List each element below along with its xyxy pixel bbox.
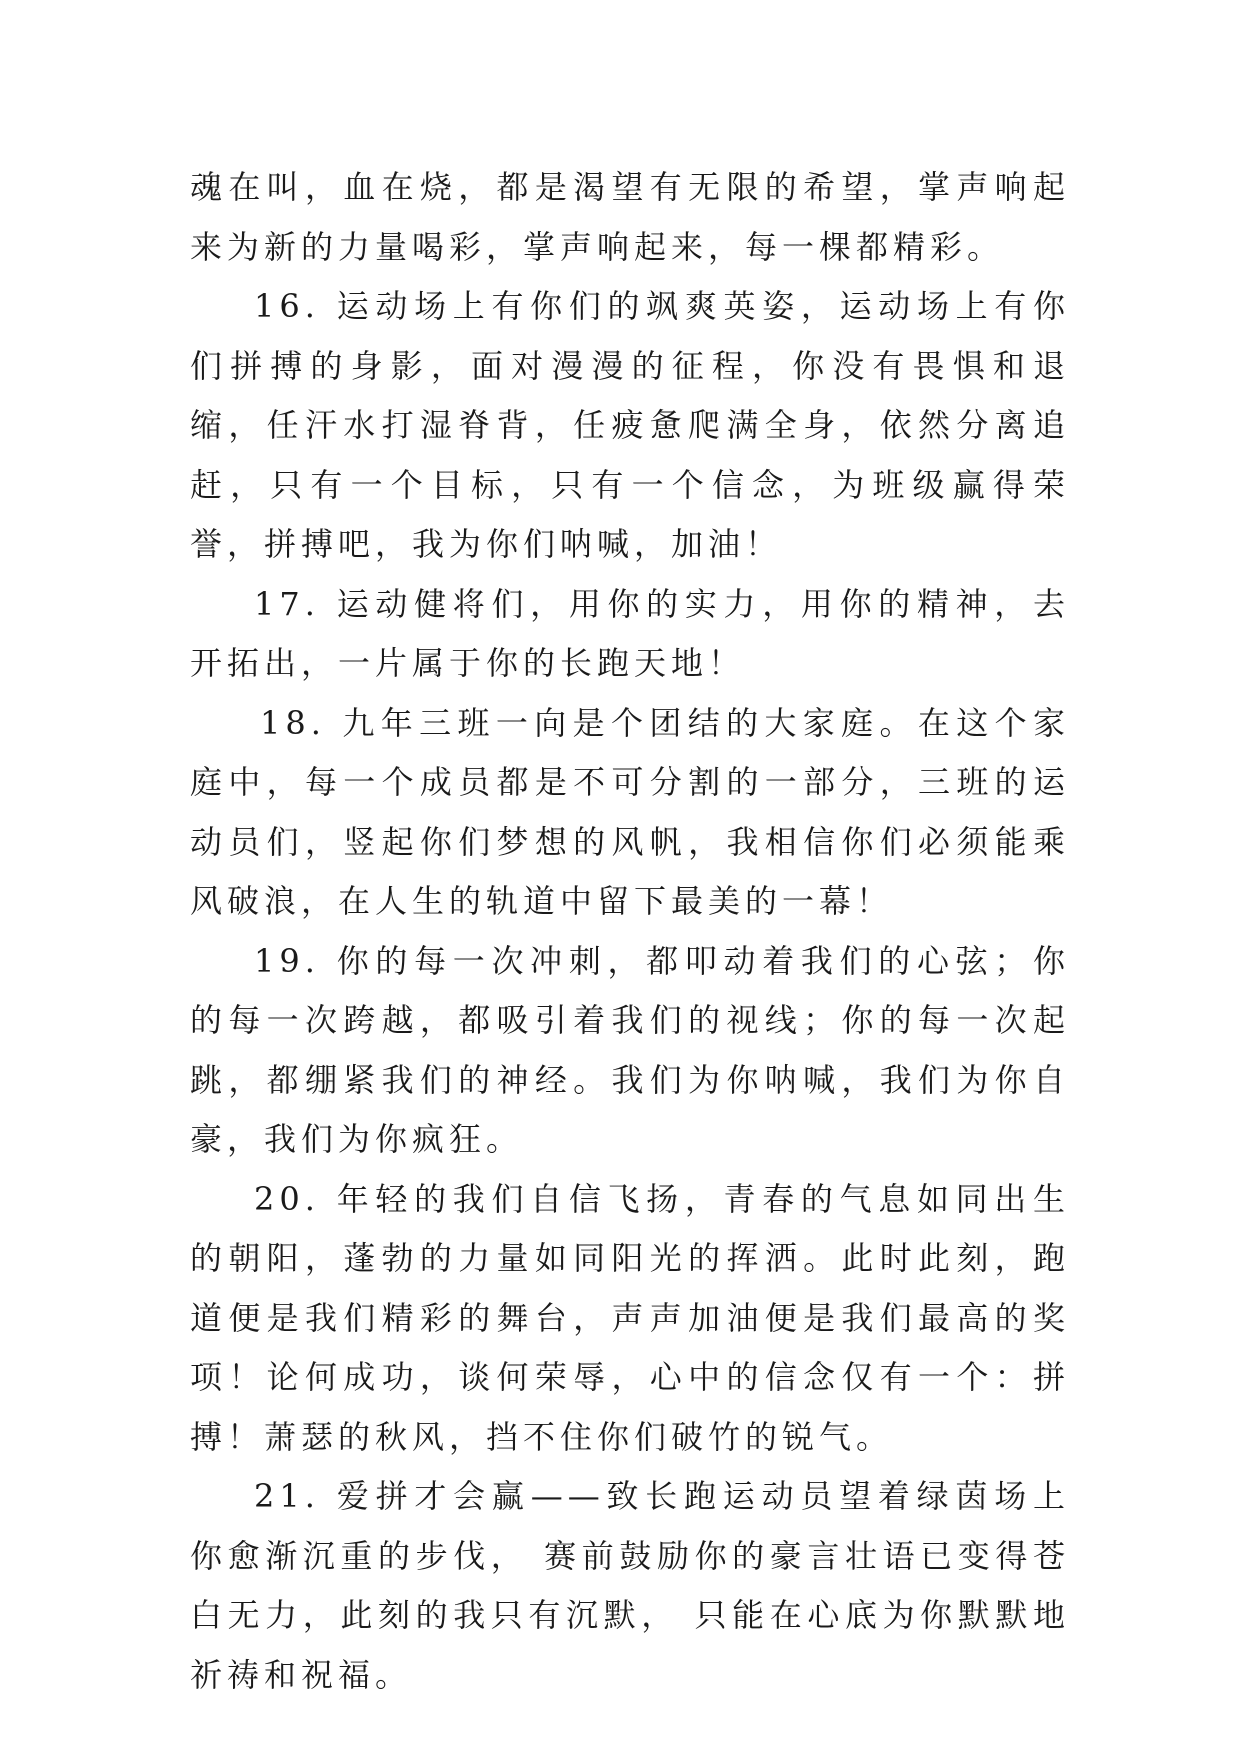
paragraph-20: 20. 年轻的我们自信飞扬，青春的气息如同出生的朝阳，蓬勃的力量如同阳光的挥洒。此时此刻，跑道便是我们精彩的舞台，声声加油便是我们最高的奖项！论何成功，谈何荣辱，心中的信念仅有一个：拼搏！萧瑟的秋风，挡不住你们破竹的锐气。 [190,1179,1070,1456]
paragraph-19: 19. 你的每一次冲刺，都叩动着我们的心弦；你的每一次跨越，都吸引着我们的视线；你的每一次起跳，都绷紧我们的神经。我们为你呐喊，我们为你自豪，我们为你疯狂。 [190,941,1070,1158]
paragraph-21: 21. 爱拼才会赢——致长跑运动员望着绿茵场上你愈渐沉重的步伐， 赛前鼓励你的豪言壮语已变得苍白无力，此刻的我只有沉默， 只能在心底为你默默地祈祷和祝福。 [190,1477,1070,1694]
paragraph-17: 17. 运动健将们，用你的实力，用你的精神，去开拓出，一片属于你的长跑天地！ [190,584,1070,682]
document-body [190,158,1070,1705]
paragraph-15-continuation: 魂在叫，血在烧，都是渴望有无限的希望，掌声响起来为新的力量喝彩，掌声响起来，每一棵都精彩。 [190,168,1070,266]
paragraph-16: 16. 运动场上有你们的飒爽英姿，运动场上有你们拼搏的身影，面对漫漫的征程，你没有畏惧和退缩，任汗水打湿脊背，任疲惫爬满全身，依然分离追赶，只有一个目标，只有一个信念，为班级赢得荣誉，拼搏吧，我为你们呐喊，加油！ [190,287,1070,563]
paragraph-18: 18. 九年三班一向是个团结的大家庭。在这个家庭中，每一个成员都是不可分割的一部分，三班的运动员们，竖起你们梦想的风帆，我相信你们必须能乘风破浪，在人生的轨道中留下最美的一幕！ [190,703,1070,920]
